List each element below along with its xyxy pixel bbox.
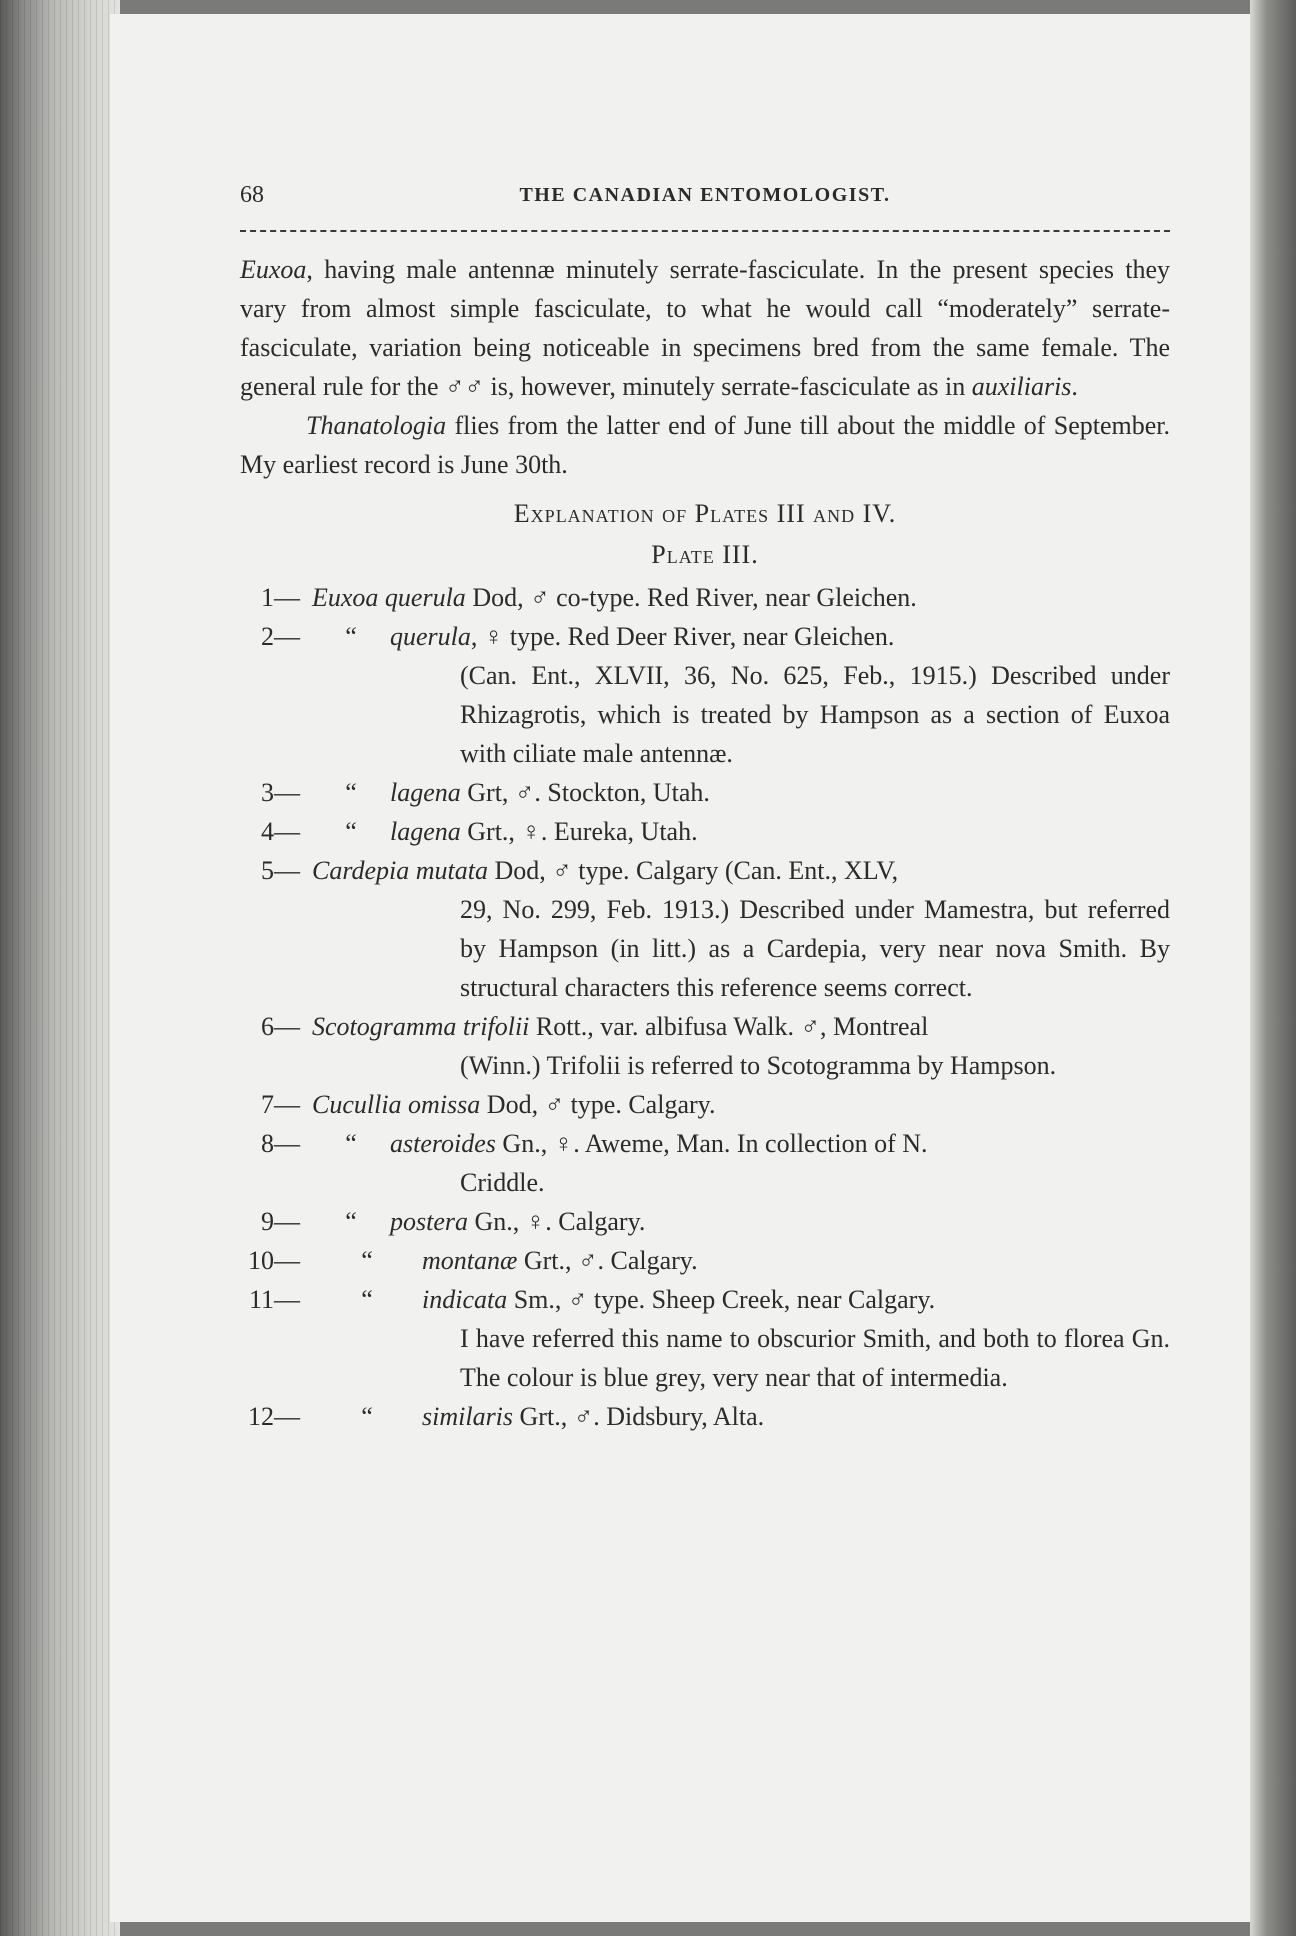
entry-details: Grt., ♂. Calgary. — [517, 1246, 698, 1275]
ditto-mark: “ — [345, 1207, 357, 1236]
entry-text — [312, 578, 1170, 617]
entry-number: 2— — [261, 622, 300, 651]
entry-continuation: (Can. Ent., XLVII, 36, No. 625, Feb., 1915.) Described under Rhizagrotis, which is treated by Hampson as a section of Euxoa with ciliate male antennæ. — [460, 661, 1170, 768]
entry-details: Sm., ♂ type. Sheep Creek, near Calgary. — [507, 1285, 936, 1314]
entry-text — [312, 1241, 1170, 1280]
entry-number: 11— — [248, 1285, 300, 1314]
entry-number: 6— — [261, 1012, 300, 1041]
ditto-mark: “ — [345, 622, 357, 651]
plate-entry — [240, 851, 1170, 1007]
taxon-name: querula — [390, 622, 471, 651]
taxon-name: indicata — [422, 1285, 508, 1314]
plate-entry — [240, 617, 1170, 773]
entry-details: Gn., ♀. Calgary. — [468, 1207, 646, 1236]
plate-entry — [240, 1280, 1170, 1397]
entry-continuation: (Winn.) Trifolii is referred to Scotogramma by Hampson. — [460, 1051, 1057, 1080]
taxon-name: montanæ — [422, 1246, 518, 1275]
entry-continuation: 29, No. 299, Feb. 1913.) Described under Mamestra, but referred by Hampson (in litt.) as a Cardepia, very near nova Smith. By structural characters this reference seems correct. — [460, 895, 1170, 1002]
entry-number: 1— — [261, 583, 300, 612]
genus-name: Thanatologia — [306, 411, 447, 440]
entry-details: Rott., var. albifusa Walk. ♂, Montreal — [529, 1012, 929, 1041]
plate-entry — [240, 1397, 1170, 1436]
ditto-mark: “ — [361, 1285, 373, 1314]
entry-text — [312, 1280, 1170, 1319]
entry-text — [312, 812, 1170, 851]
entry-number: 10— — [248, 1246, 300, 1275]
entry-details: Dod, ♂ co-type. Red River, near Gleichen. — [465, 583, 917, 612]
entry-details: Dod, ♂ type. Calgary (Can. Ent., XLV, — [487, 856, 899, 885]
paragraph-1: Euxoa, having male antennæ minutely serrate-fasciculate. In the present species they vary from almost simple fasciculate, to what he would call “moderately” serrate-fasciculate, variation being noticeable in specimens bred from the same female. The general rule for the ♂♂ is, however, minutely serrate-fasciculate as in auxiliaris. — [240, 255, 1170, 401]
page-stack-edge — [0, 0, 120, 1936]
taxon-name: lagena — [390, 778, 461, 807]
entry-text — [312, 1085, 1170, 1124]
entry-text — [312, 1397, 1170, 1436]
entry-number: 3— — [261, 778, 300, 807]
page-body — [240, 250, 1170, 1436]
taxon-name: Scotogramma trifolii — [312, 1012, 530, 1041]
plate-entry — [240, 773, 1170, 812]
running-head: THE CANADIAN ENTOMOLOGIST. — [519, 184, 891, 206]
ditto-mark: “ — [345, 817, 357, 846]
taxon-name: lagena — [390, 817, 461, 846]
entry-number: 7— — [261, 1090, 300, 1119]
ditto-mark: “ — [361, 1246, 373, 1275]
entry-number: 4— — [261, 817, 300, 846]
plate-entry — [240, 812, 1170, 851]
page-number: 68 — [240, 182, 264, 208]
plate-entry — [240, 1007, 1170, 1085]
plate-entry — [240, 1124, 1170, 1202]
plate-heading: Plate III. — [651, 540, 759, 569]
entry-text — [312, 1202, 1170, 1241]
entry-number: 8— — [261, 1129, 300, 1158]
entry-number: 5— — [261, 856, 300, 885]
entry-continuation: I have referred this name to obscurior Smith, and both to florea Gn. The colour is blue grey, very near that of intermedia. — [460, 1324, 1170, 1392]
page-gutter-shadow — [1250, 0, 1296, 1936]
entry-details: Grt, ♂. Stockton, Utah. — [460, 778, 710, 807]
entry-details: Grt., ♀. Eureka, Utah. — [460, 817, 698, 846]
section-heading: Explanation of Plates III and IV. — [513, 499, 897, 528]
entry-number: 9— — [261, 1207, 300, 1236]
entry-continuation: Criddle. — [460, 1168, 545, 1197]
entry-number: 12— — [248, 1402, 300, 1431]
entry-details: Gn., ♀. Aweme, Man. In collection of N. — [495, 1129, 928, 1158]
taxon-name: postera — [390, 1207, 468, 1236]
taxon-name: Euxoa querula — [312, 583, 466, 612]
taxon-name: similaris — [422, 1402, 514, 1431]
plate-entry — [240, 1085, 1170, 1124]
taxon-name: Cucullia omissa — [312, 1090, 481, 1119]
genus-name: Euxoa — [240, 255, 307, 284]
page-header — [240, 182, 1170, 222]
entry-text — [312, 773, 1170, 812]
plate-entry — [240, 1202, 1170, 1241]
ditto-mark: “ — [361, 1402, 373, 1431]
ditto-mark: “ — [345, 778, 357, 807]
taxon-name: asteroides — [390, 1129, 496, 1158]
species-name: auxiliaris — [971, 372, 1072, 401]
entry-text — [312, 851, 1170, 890]
ditto-mark: “ — [345, 1129, 357, 1158]
header-rule — [240, 230, 1170, 232]
entry-text — [312, 617, 1170, 656]
taxon-name: Cardepia mutata — [312, 856, 488, 885]
entry-details: Dod, ♂ type. Calgary. — [480, 1090, 716, 1119]
entry-details: , ♀ type. Red Deer River, near Gleichen. — [470, 622, 895, 651]
plate-entry-list — [240, 578, 1170, 1436]
entry-text — [312, 1007, 1170, 1046]
entry-details: Grt., ♂. Didsbury, Alta. — [513, 1402, 765, 1431]
entry-text — [312, 1124, 1170, 1163]
plate-entry — [240, 578, 1170, 617]
paragraph-2: Thanatologia flies from the latter end of June till about the middle of September. My earliest record is June 30th. — [240, 411, 1170, 479]
plate-entry — [240, 1241, 1170, 1280]
